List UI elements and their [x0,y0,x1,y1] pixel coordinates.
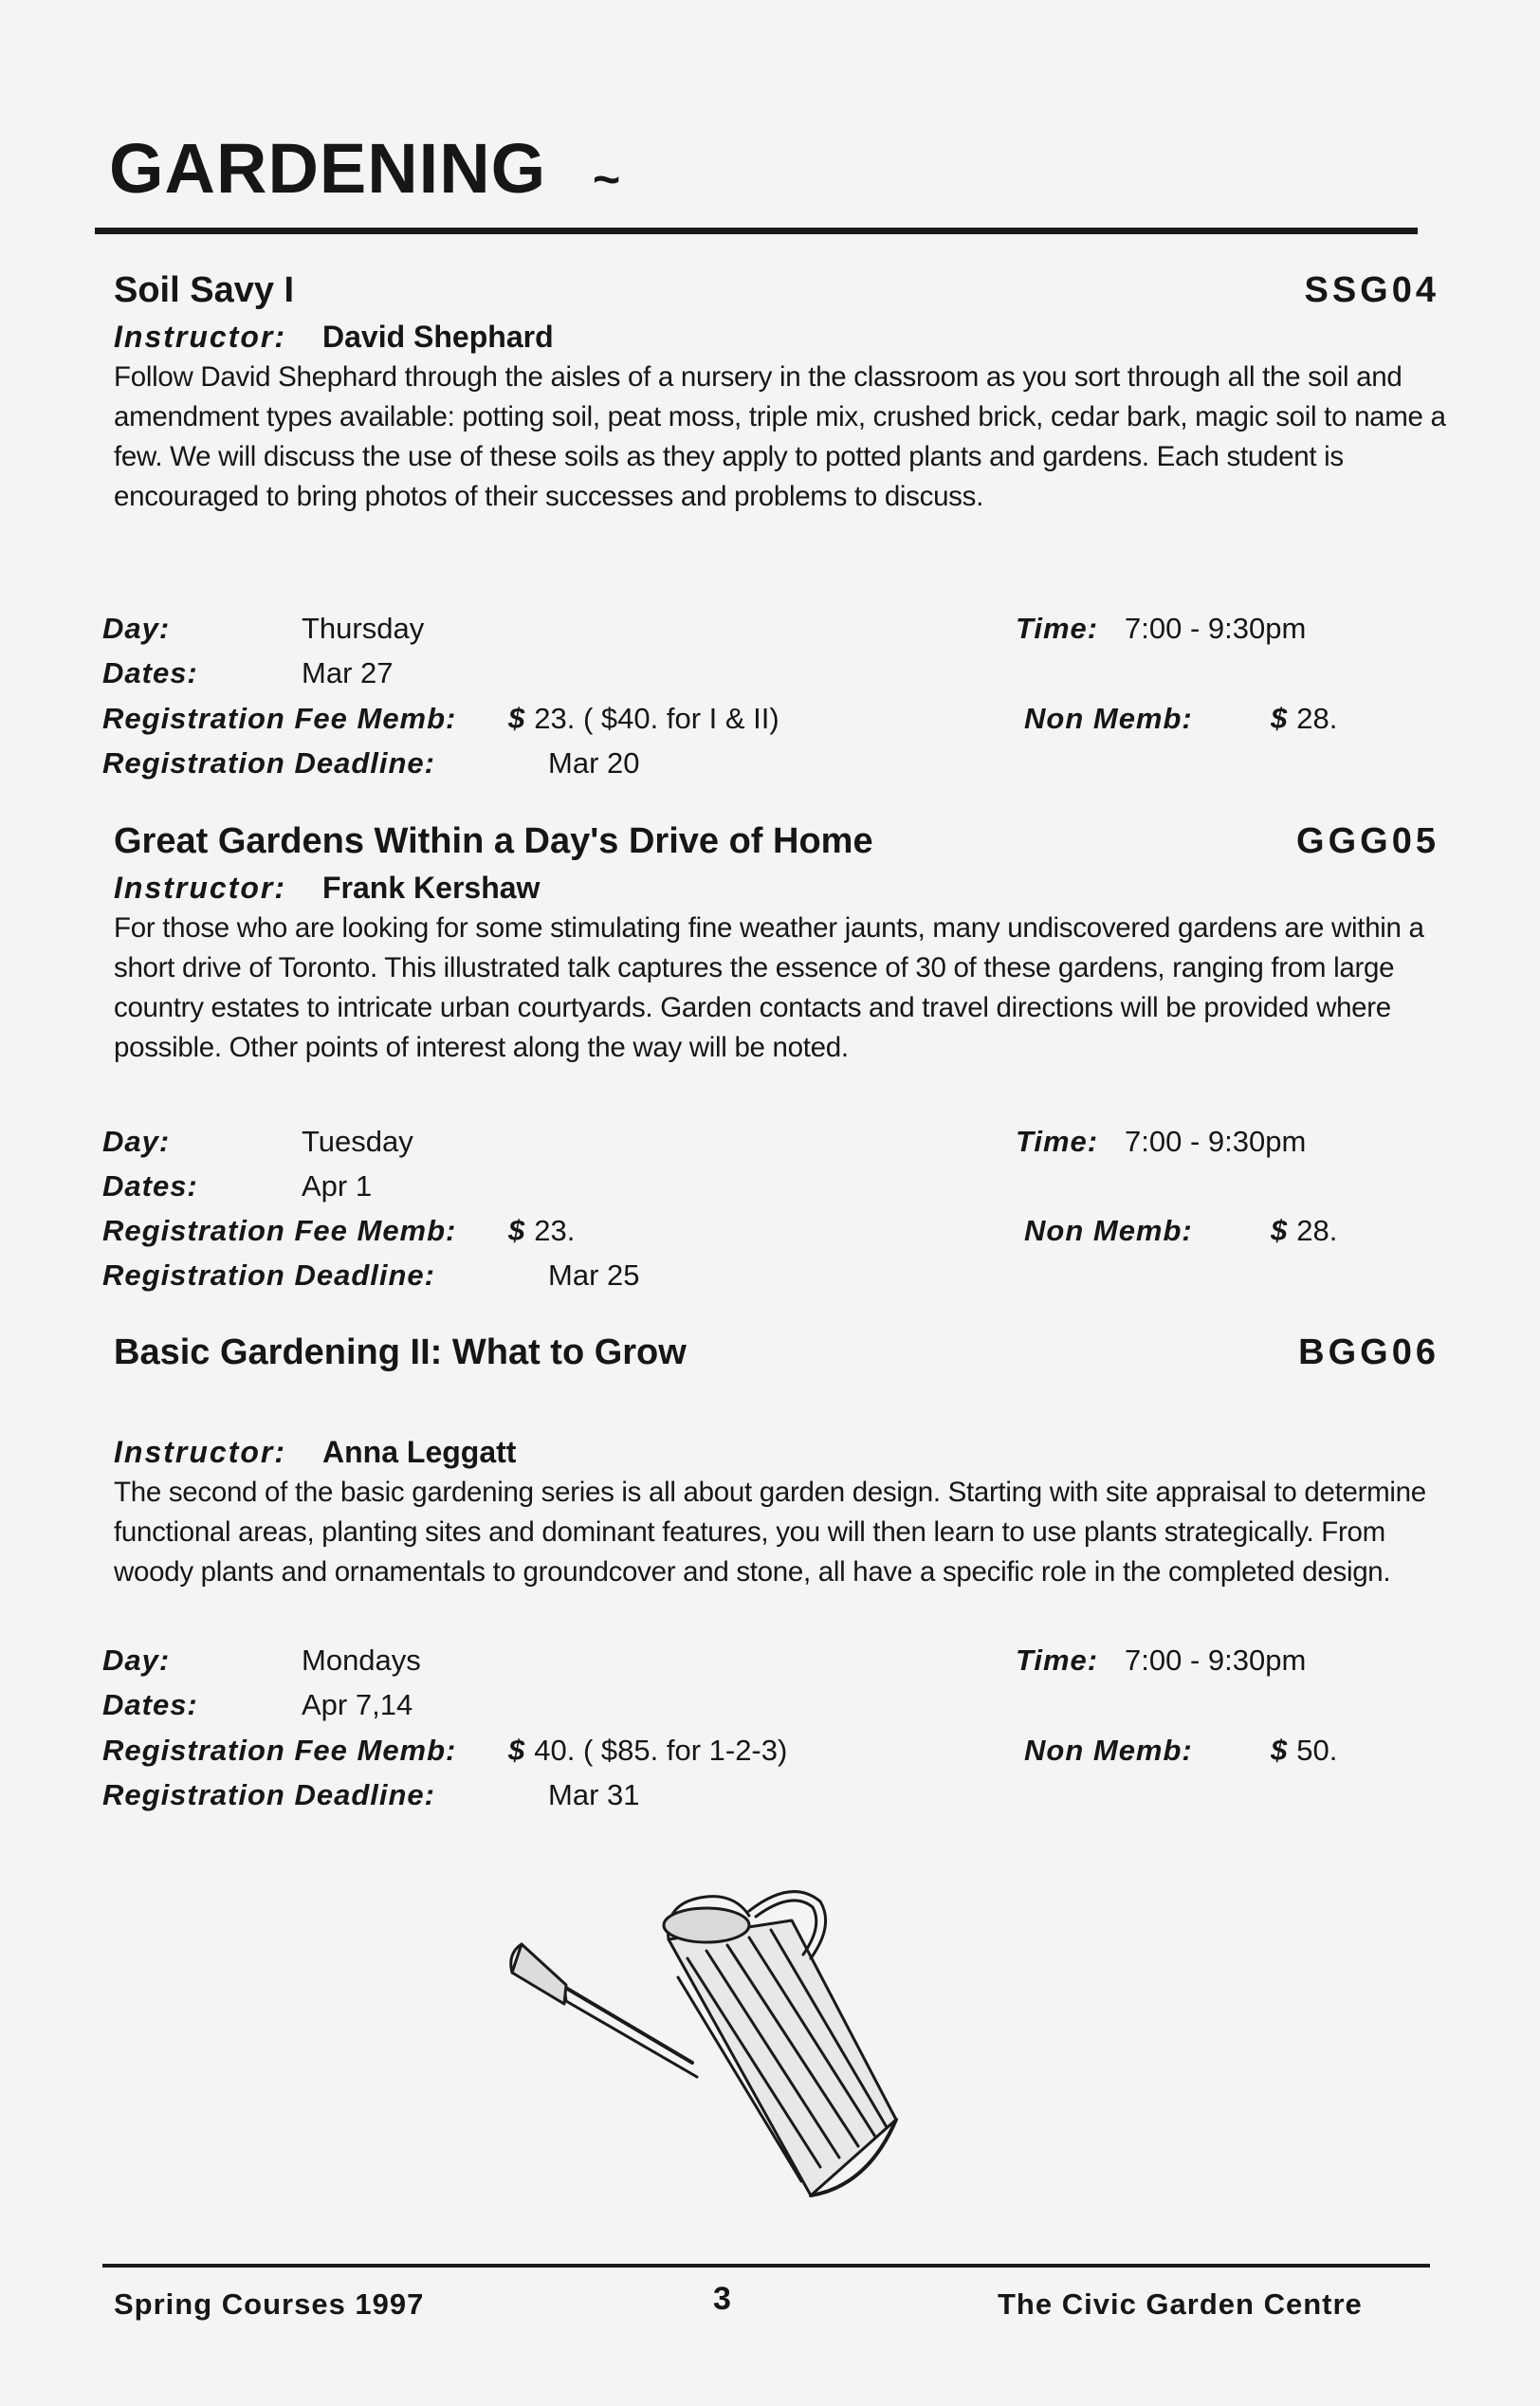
deadline-value: Mar 25 [548,1258,640,1292]
non-member-value: 50. [1296,1734,1338,1767]
non-member-currency: $ [1271,1214,1288,1247]
deadline-label: Registration Deadline: [102,746,435,780]
footer-right-text: The Civic Garden Centre [998,2287,1363,2321]
time-value: 7:00 - 9:30pm [1125,1125,1307,1158]
day-time-row [102,612,1439,655]
course-description: For those who are looking for some stimulating fine weather jaunts, many undiscovered gardens are within a short drive of Toronto. This illustrated talk captures the essence of 30 of these gardens, ranging from large country estates to intricate urban courtyards. Garden contacts and travel directions will be provided where possible. Other points of interest along the way will be noted. [114,912,1424,1063]
dates-label: Dates: [102,1688,198,1721]
deadline-label: Registration Deadline: [102,1258,435,1292]
time-value: 7:00 - 9:30pm [1125,1644,1307,1677]
fee-value: 23. ( $40. for I & II) [534,702,779,735]
day-value: Tuesday [302,1125,413,1158]
course-description: The second of the basic gardening series is all about garden design. Starting with site appraisal to determine functional areas, planting sites and dominant features, you will then learn to use plants strategically. From woody plants and ornamentals to groundcover and stone, all have a specific role in the completed design. [114,1477,1426,1588]
dates-value: Apr 1 [302,1169,373,1203]
course-title: Soil Savy I [114,270,295,310]
instructor-line [114,871,540,906]
watering-can-icon [507,1883,906,2210]
instructor-label: Instructor: [114,320,286,354]
course-title: Great Gardens Within a Day's Drive of Home [114,821,873,861]
time-label: Time: [1016,1644,1099,1677]
fee-label: Registration Fee Memb: [102,1734,457,1767]
time-label: Time: [1016,1125,1099,1158]
instructor-name: Anna Leggatt [322,1435,517,1469]
non-member-label: Non Memb: [1024,702,1193,735]
deadline-row [102,746,1439,790]
deadline-row [102,1258,1439,1302]
fee-currency: $ [508,702,525,735]
course-code: BGG06 [1298,1332,1439,1372]
footer-rule [102,2264,1430,2268]
fee-value: 40. ( $85. for 1-2-3) [534,1734,788,1767]
fee-currency: $ [508,1214,525,1247]
day-label: Day: [102,1125,171,1158]
fee-row [102,1214,1439,1258]
dates-label: Dates: [102,656,198,689]
fee-label: Registration Fee Memb: [102,1214,457,1247]
deadline-value: Mar 31 [548,1778,640,1811]
deadline-row [102,1778,1439,1822]
day-time-row [102,1125,1439,1168]
instructor-label: Instructor: [114,1435,286,1469]
day-label: Day: [102,1644,171,1677]
non-member-value: 28. [1296,702,1338,735]
non-member-label: Non Memb: [1024,1214,1193,1247]
header-rule [95,228,1418,234]
title-tilde: ~ [593,153,621,206]
dates-value: Mar 27 [302,656,394,689]
day-value: Thursday [302,612,425,645]
dates-row [102,1688,1439,1732]
dates-label: Dates: [102,1169,198,1203]
fee-label: Registration Fee Memb: [102,702,457,735]
course-code: SSG04 [1304,270,1439,310]
course-code: GGG05 [1296,821,1439,861]
fee-currency: $ [508,1734,525,1767]
instructor-name: David Shephard [322,320,554,354]
non-member-label: Non Memb: [1024,1734,1193,1767]
day-time-row [102,1644,1439,1687]
time-label: Time: [1016,612,1099,645]
day-value: Mondays [302,1644,421,1677]
course-description: Follow David Shephard through the aisles of a nursery in the classroom as you sort through all the soil and amendment types available: potting soil, peat moss, triple mix, crushed brick, cedar bark, magic soil to name a few. We will discuss the use of these soils as they apply to potted plants and gardens. Each student is encouraged to bring photos of their successes and problems to discuss. [114,361,1446,512]
instructor-label: Instructor: [114,871,286,905]
dates-value: Apr 7,14 [302,1688,413,1721]
fee-value: 23. [534,1214,576,1247]
deadline-label: Registration Deadline: [102,1778,435,1811]
dates-row [102,656,1439,700]
day-label: Day: [102,612,171,645]
fee-row [102,1734,1439,1777]
page-title: GARDENING [109,129,547,208]
instructor-name: Frank Kershaw [322,871,541,905]
non-member-currency: $ [1271,702,1288,735]
dates-row [102,1169,1439,1213]
non-member-value: 28. [1296,1214,1338,1247]
instructor-line [114,1435,516,1470]
instructor-line [114,320,554,355]
deadline-value: Mar 20 [548,746,640,780]
time-value: 7:00 - 9:30pm [1125,612,1307,645]
non-member-currency: $ [1271,1734,1288,1767]
page-number: 3 [713,2281,731,2317]
course-title: Basic Gardening II: What to Grow [114,1332,687,1372]
footer-left-text: Spring Courses 1997 [114,2287,425,2321]
fee-row [102,702,1439,745]
